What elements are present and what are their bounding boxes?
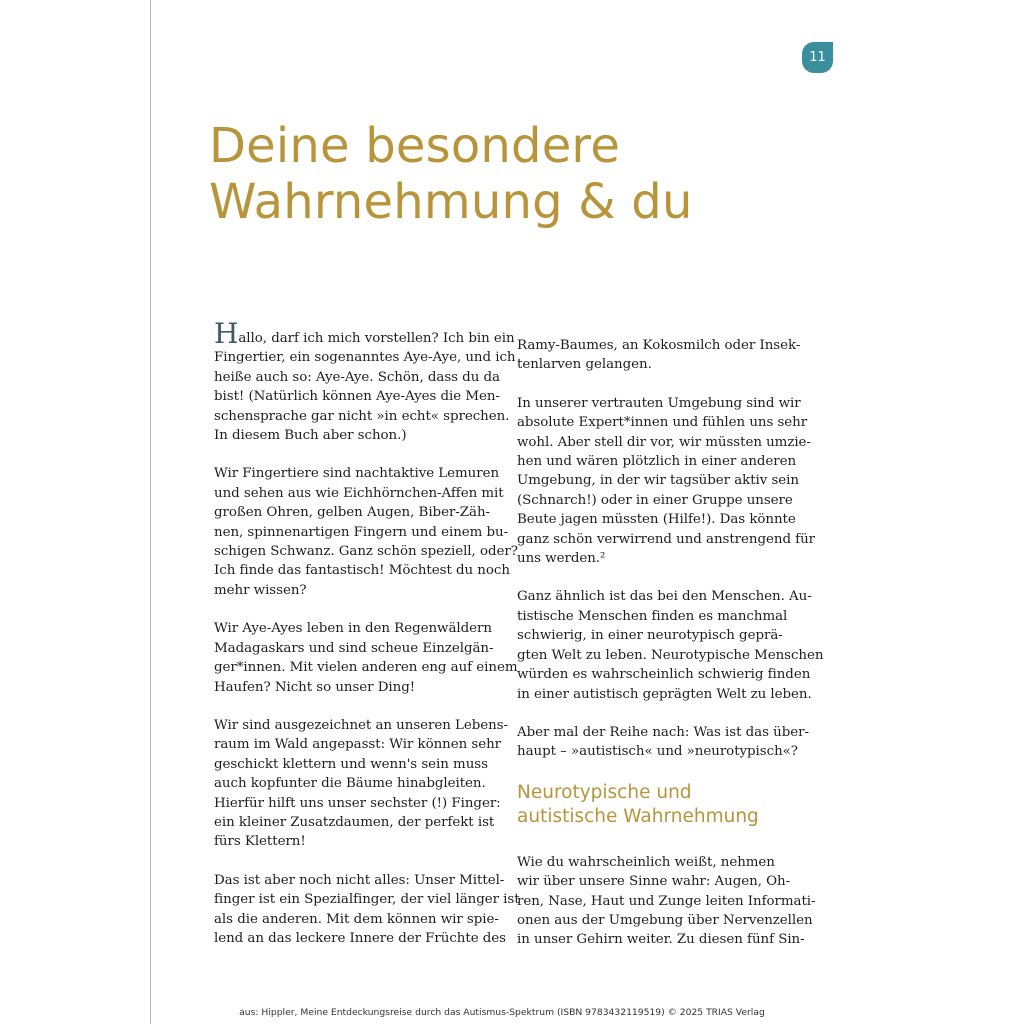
text-line: ren, Nase, Haut und Zunge leiten Informati-	[517, 893, 816, 909]
paragraph-regenwald	[214, 619, 518, 697]
text-line-rest: allo, darf ich mich vorstellen? Ich bin ein	[238, 331, 515, 346]
text-line: tenlarven gelangen.	[517, 357, 652, 373]
text-line: Ramy-Baumes, an Kokosmilch oder Insek-	[517, 338, 801, 353]
text-line: geschickt klettern und wenn's sein muss	[214, 756, 488, 772]
text-line: fürs Klettern!	[214, 834, 306, 850]
text-line	[214, 317, 515, 350]
subheading-line: Neurotypische und	[517, 781, 692, 803]
text-line: nen, spinnenartigen Fingern und einem bu-	[214, 524, 509, 540]
text-line: mehr wissen?	[214, 582, 307, 598]
text-line: schigen Schwanz. Ganz schön speziell, oder?	[214, 544, 518, 560]
text-line: lend an das leckere Innere der Früchte des	[214, 930, 507, 946]
text-line: In unserer vertrauten Umgebung sind wir	[517, 395, 801, 411]
page-number-badge	[802, 42, 833, 73]
text-line: Das ist aber noch nicht alles: Unser Mittel-	[214, 872, 505, 888]
text-line: und sehen aus wie Eichhörnchen-Affen mit	[214, 485, 504, 501]
text-line: in unser Gehirn weiter. Zu diesen fünf Sin-	[517, 932, 805, 948]
text-line: wohl. Aber stell dir vor, wir müssten umzie-	[517, 434, 811, 450]
paragraph-intro	[214, 317, 516, 445]
text-line: Wir Aye-Ayes leben in den Regenwäldern	[214, 621, 492, 637]
footer-text: aus: Hippler, Meine Entdeckungsreise durch das Autismus-Spektrum (ISBN 9783432119519) © 2025 TRIAS Verlag	[239, 1007, 765, 1018]
paragraph-mittelfinger	[214, 871, 520, 949]
text-line: Beute jagen müssten (Hilfe!). Das könnte	[517, 512, 796, 528]
text-line: Madagaskars und sind scheue Einzelgän-	[214, 640, 494, 656]
text-line: großen Ohren, gelben Augen, Biber-Zäh-	[214, 505, 491, 521]
text-line: Aber mal der Reihe nach: Was ist das über-	[517, 724, 809, 740]
paragraph-sinne	[517, 853, 816, 950]
left-text-column	[214, 317, 520, 967]
text-line: schensprache gar nicht »in echt« sprechen.	[214, 408, 510, 424]
text-line: raum im Wald angepasst: Wir können sehr	[214, 737, 502, 753]
text-line: Wir sind ausgezeichnet an unseren Lebens-	[214, 717, 509, 733]
text-line: Fingertier, ein sogenanntes Aye-Aye, und ich	[214, 350, 516, 366]
text-line: finger ist ein Spezialfinger, der viel länger ist	[214, 892, 520, 908]
drop-cap: H	[214, 317, 239, 350]
right-text-column	[517, 336, 824, 969]
text-line: in einer autistisch geprägten Welt zu leben.	[517, 686, 812, 702]
subheading-line: autistische Wahrnehmung	[517, 805, 759, 827]
text-line: schwierig, in einer neurotypisch geprä-	[517, 628, 783, 644]
text-line: gten Welt zu leben. Neurotypische Menschen	[517, 647, 824, 663]
paragraph-reihe	[517, 723, 809, 762]
page-number: 11	[809, 50, 826, 65]
chapter-title-line: Wahrnehmung & du	[209, 174, 693, 230]
text-line: ein kleiner Zusatzdaumen, der perfekt ist	[214, 814, 495, 830]
text-line: hen und wären plötzlich in einer anderen	[517, 454, 797, 470]
text-line: absolute Expert*innen und fühlen uns sehr	[517, 415, 808, 431]
text-line: Ganz ähnlich ist das bei den Menschen. Au-	[517, 589, 812, 605]
chapter-title-line: Deine besondere	[209, 118, 621, 174]
text-line: würden es wahrscheinlich schwierig finden	[517, 667, 811, 683]
text-line: wir über unsere Sinne wahr: Augen, Oh-	[517, 874, 791, 890]
source-footer	[0, 1007, 1024, 1018]
text-line: als die anderen. Mit dem können wir spie-	[214, 911, 499, 927]
paragraph-ramy	[517, 336, 801, 375]
paragraph-lebensraum	[214, 716, 509, 852]
paragraph-fingertiere	[214, 464, 518, 600]
section-subheading	[517, 781, 797, 829]
paragraph-umgebung	[517, 394, 816, 569]
text-line: onen aus der Umgebung über Nervenzellen	[517, 912, 813, 928]
page-binding-line	[150, 0, 151, 1024]
text-line: tistische Menschen finden es manchmal	[517, 608, 788, 624]
text-line: Ich finde das fantastisch! Möchtest du noch	[214, 563, 510, 579]
text-line: Wir Fingertiere sind nachtaktive Lemuren	[214, 466, 500, 482]
text-line: Hierfür hilft uns unser sechster (!) Finger:	[214, 795, 501, 811]
text-line: Wie du wahrscheinlich weißt, nehmen	[517, 854, 775, 870]
text-line: bist! (Natürlich können Aye-Ayes die Men-	[214, 389, 500, 405]
text-line: (Schnarch!) oder in einer Gruppe unsere	[517, 492, 793, 508]
chapter-title	[209, 118, 809, 230]
text-line: ger*innen. Mit vielen anderen eng auf einem	[214, 660, 518, 676]
text-line: ganz schön verwirrend und anstrengend für	[517, 531, 816, 547]
text-line: heiße auch so: Aye-Aye. Schön, dass du da	[214, 369, 500, 385]
text-line: Haufen? Nicht so unser Ding!	[214, 679, 416, 695]
text-line: In diesem Buch aber schon.)	[214, 428, 407, 444]
paragraph-menschen	[517, 587, 824, 703]
text-line: haupt – »autistisch« und »neurotypisch«?	[517, 744, 798, 760]
text-line: Umgebung, in der wir tagsüber aktiv sein	[517, 473, 799, 489]
text-line: auch kopfunter die Bäume hinabgleiten.	[214, 776, 486, 792]
text-line: uns werden.²	[517, 551, 606, 567]
